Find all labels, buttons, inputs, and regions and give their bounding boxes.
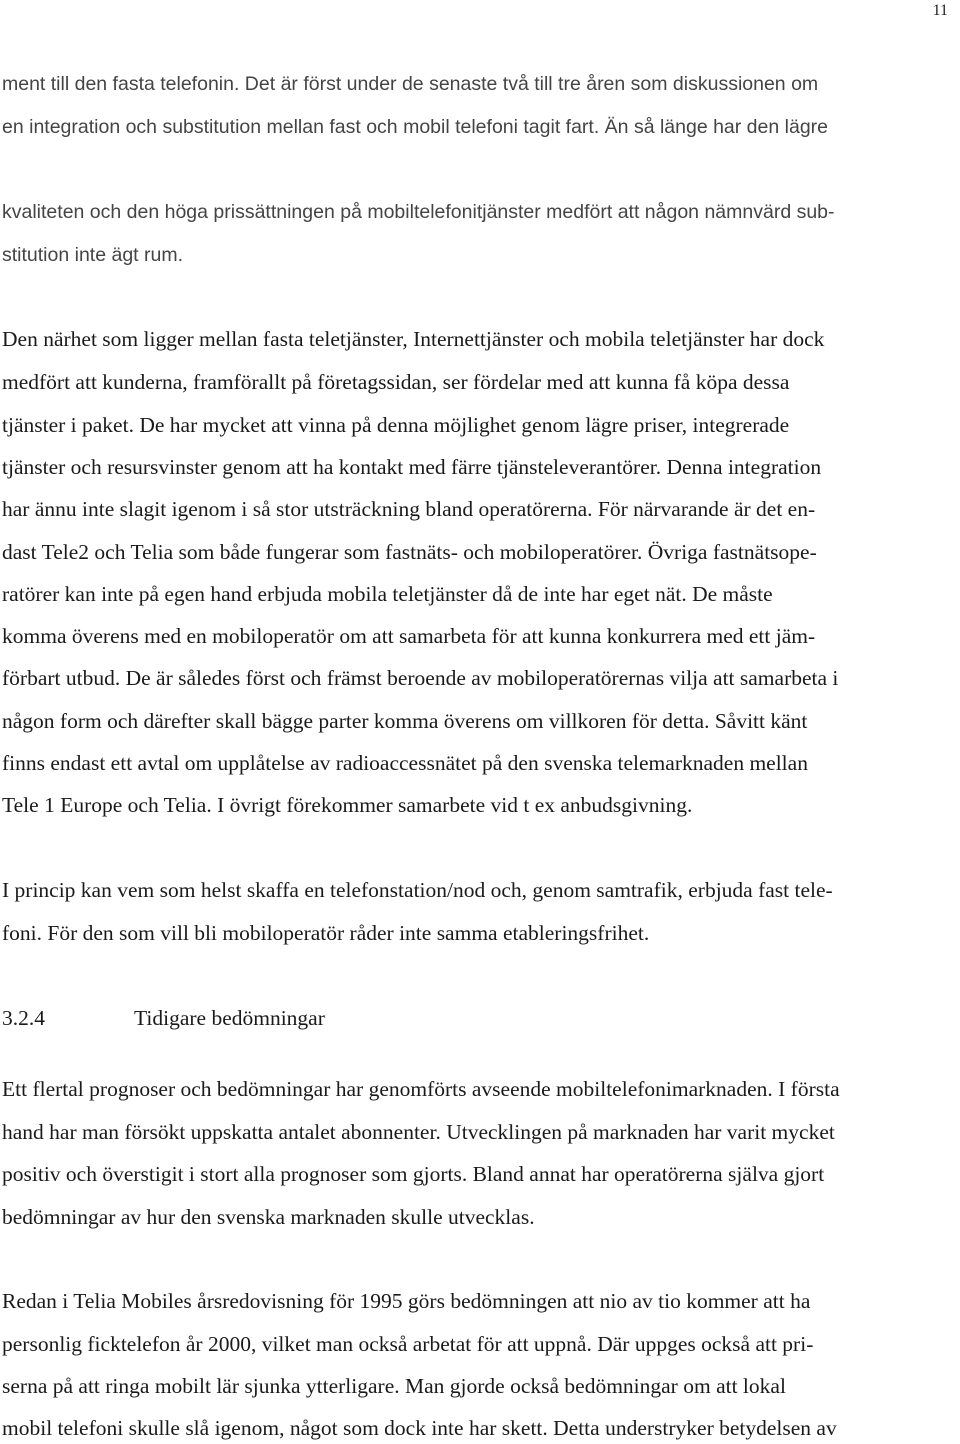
paragraph-4-line-4: bedömningar av hur den svenska marknaden skulle utvecklas. bbox=[2, 1205, 535, 1229]
paragraph-5-line-3: serna på att ringa mobilt lär sjunka ytterligare. Man gjorde också bedömningar om att lokal bbox=[2, 1374, 786, 1398]
paragraph-2-line-12: Tele 1 Europe och Telia. I övrigt förekommer samarbete vid t ex anbudsgivning. bbox=[2, 793, 693, 817]
paragraph-2-line-2: medfört att kunderna, framförallt på företagssidan, ser fördelar med att kunna få köpa dessa bbox=[2, 370, 790, 394]
paragraph-2-line-4: tjänster och resursvinster genom att ha kontakt med färre tjänsteleverantörer. Denna integration bbox=[2, 455, 822, 479]
paragraph-4-line-1: Ett flertal prognoser och bedömningar har genomförts avseende mobiltelefonimarknaden. I första bbox=[2, 1077, 840, 1101]
paragraph-3-line-1: I princip kan vem som helst skaffa en telefonstation/nod och, genom samtrafik, erbjuda fast tele- bbox=[2, 878, 833, 902]
paragraph-1-line-3: kvaliteten och den höga prissättningen på mobiltelefonitjänster medfört att någon nämnvärd sub- bbox=[2, 201, 835, 223]
paragraph-2-line-11: finns endast ett avtal om upplåtelse av radioaccessnätet på den svenska telemarknaden mellan bbox=[2, 751, 808, 775]
paragraph-2-line-6: dast Tele2 och Telia som både fungerar som fastnäts- och mobiloperatörer. Övriga fastnätsope- bbox=[2, 540, 817, 564]
paragraph-5-line-4: mobil telefoni skulle slå igenom, något som dock inte har skett. Detta understryker betydelsen av bbox=[2, 1416, 837, 1440]
paragraph-4-line-3: positiv och överstigit i stort alla prognoser som gjorts. Bland annat har operatörerna själva gjort bbox=[2, 1162, 825, 1186]
paragraph-3-line-2: foni. För den som vill bli mobiloperatör råder inte samma etableringsfrihet. bbox=[2, 921, 650, 945]
paragraph-1-line-4: stitution inte ägt rum. bbox=[2, 244, 184, 266]
paragraph-2-line-3b: De har mycket att vinna på denna möjlighet genom lägre priser, integrerade bbox=[139, 413, 790, 437]
paragraph-2-line-5: har ännu inte slagit igenom i så stor utsträckning bland operatörerna. För närvarande är det en- bbox=[2, 497, 816, 521]
paragraph-1-line-2: en integration och substitution mellan fast och mobil telefoni tagit fart. Än så länge har den lägre bbox=[2, 116, 828, 138]
section-heading bbox=[2, 1004, 325, 1032]
paragraph-5-line-1: Redan i Telia Mobiles årsredovisning för 1995 görs bedömningen att nio av tio kommer att ha bbox=[2, 1289, 811, 1313]
paragraph-2-line-7: ratörer kan inte på egen hand erbjuda mobila teletjänster då de inte har eget nät. De måste bbox=[2, 582, 773, 606]
page-number: 11 bbox=[932, 2, 948, 19]
paragraph-2-line-10: någon form och därefter skall bägge parter komma överens om villkoren för detta. Såvitt känt bbox=[2, 709, 808, 733]
paragraph-1-line-1: ment till den fasta telefonin. Det är först under de senaste två till tre åren som diskussionen om bbox=[2, 73, 819, 95]
section-title: Tidigare bedömningar bbox=[134, 1006, 325, 1030]
paragraph-2-line-3a: tjänster i paket. bbox=[2, 413, 134, 437]
paragraph-4-line-2: hand har man försökt uppskatta antalet abonnenter. Utvecklingen på marknaden har varit mycket bbox=[2, 1120, 835, 1144]
paragraph-2-line-9: förbart utbud. De är således först och främst beroende av mobiloperatörernas vilja att samarbeta i bbox=[2, 666, 839, 690]
paragraph-2-line-1: Den närhet som ligger mellan fasta teletjänster, Internettjänster och mobila teletjänster har dock bbox=[2, 327, 825, 351]
paragraph-2-line-8: komma överens med en mobiloperatör om att samarbeta för att kunna konkurrera med ett jäm- bbox=[2, 624, 816, 648]
paragraph-5-line-2: personlig ficktelefon år 2000, vilket man också arbetat för att uppnå. Där uppges också att pri- bbox=[2, 1332, 814, 1356]
section-number: 3.2.4 bbox=[2, 1006, 45, 1030]
paragraph-2-line-3 bbox=[2, 411, 789, 439]
